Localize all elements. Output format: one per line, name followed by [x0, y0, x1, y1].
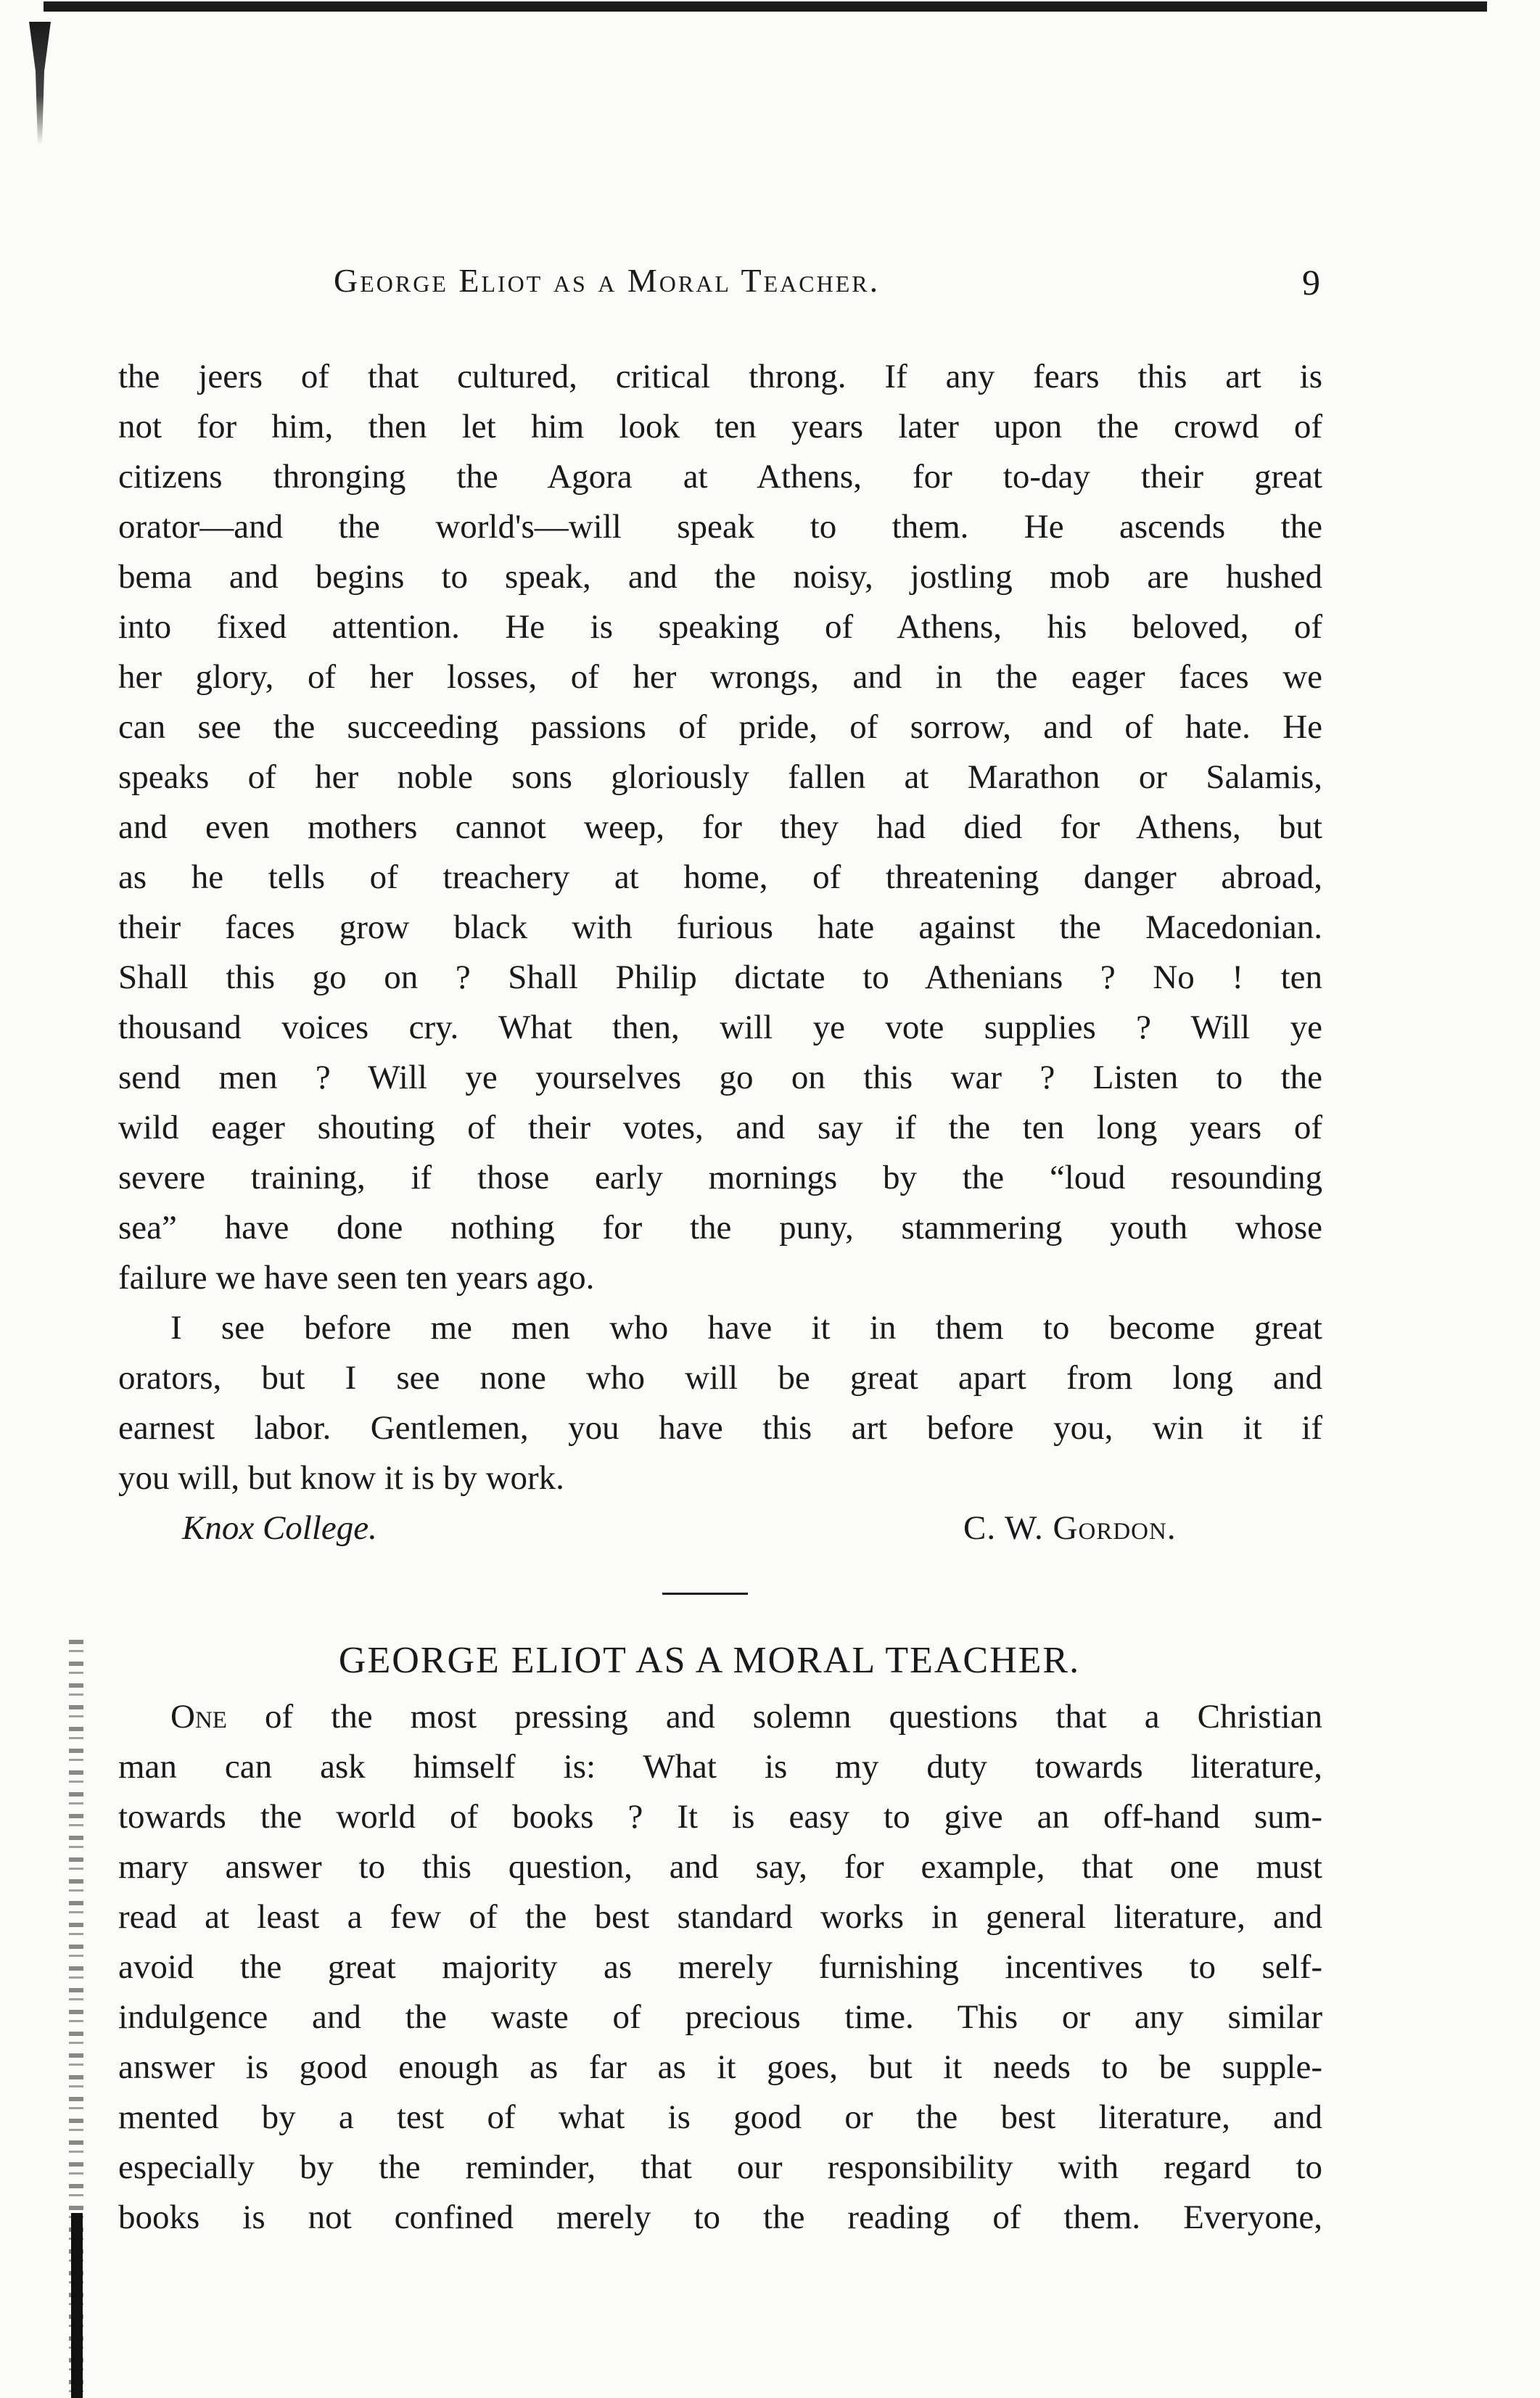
- text-line: Shall this go on ? Shall Philip dictate to Athenians ? No ! ten: [118, 958, 1322, 996]
- opening-word: One: [170, 1698, 227, 1736]
- text-line: failure we have seen ten years ago.: [118, 1259, 595, 1297]
- text-line: answer is good enough as far as it goes, but it needs to be supple-: [118, 2048, 1322, 2086]
- text-line: citizens thronging the Agora at Athens, for to-day their great: [118, 458, 1322, 496]
- text-block: [118, 352, 1322, 2243]
- text-line: into fixed attention. He is speaking of Athens, his beloved, of: [118, 608, 1322, 646]
- text-line: indulgence and the waste of precious time. This or any similar: [118, 1998, 1322, 2036]
- text-line: man can ask himself is: What is my duty towards literature,: [118, 1748, 1322, 1786]
- article-title: GEORGE ELIOT AS A MORAL TEACHER.: [338, 1640, 1081, 1681]
- page-number: 9: [1302, 262, 1320, 303]
- text-line: speaks of her noble sons gloriously fallen at Marathon or Salamis,: [118, 758, 1322, 796]
- running-head: [116, 261, 1320, 312]
- opening-line-text: of the most pressing and solemn questions that a Christian: [226, 1698, 1322, 1736]
- text-line: thousand voices cry. What then, will ye vote supplies ? Will ye: [118, 1009, 1322, 1046]
- text-line: sea” have done nothing for the puny, stammering youth whose: [118, 1209, 1322, 1247]
- text-line: send men ? Will ye yourselves go on this war ? Listen to the: [118, 1059, 1322, 1096]
- text-line: towards the world of books ? It is easy to give an off-hand sum-: [118, 1798, 1322, 1836]
- text-line: orators, but I see none who will be great apart from long and: [118, 1359, 1322, 1397]
- signature-author: C. W. Gordon.: [963, 1509, 1177, 1547]
- text-line: bema and begins to speak, and the noisy, jostling mob are hushed: [118, 558, 1322, 596]
- text-line: not for him, then let him look ten years later upon the crowd of: [118, 408, 1322, 445]
- signature-place: Knox College.: [182, 1509, 377, 1547]
- text-line: their faces grow black with furious hate against the Macedonian.: [118, 908, 1322, 946]
- text-line: avoid the great majority as merely furnishing incentives to self-: [118, 1948, 1322, 1986]
- text-line: her glory, of her losses, of her wrongs, and in the eager faces we: [118, 658, 1322, 696]
- closing-paragraph: [118, 1303, 1322, 1503]
- text-line: books is not confined merely to the reading of them. Everyone,: [118, 2198, 1322, 2236]
- text-line: I see before me men who have it in them to become great: [170, 1309, 1322, 1347]
- top-edge-rule: [44, 1, 1487, 12]
- text-line: you will, but know it is by work.: [118, 1459, 564, 1497]
- text-line: severe training, if those early mornings by the “loud resounding: [118, 1159, 1322, 1196]
- text-line: mary answer to this question, and say, for example, that one must: [118, 1848, 1322, 1886]
- text-line: and even mothers cannot weep, for they had died for Athens, but: [118, 808, 1322, 846]
- text-line: [118, 1692, 1322, 1742]
- text-line: earnest labor. Gentlemen, you have this art before you, win it if: [118, 1409, 1322, 1447]
- text-line: orator—and the world's—will speak to them. He ascends the: [118, 508, 1322, 546]
- text-line: especially by the reminder, that our responsibility with regard to: [118, 2148, 1322, 2186]
- running-title: George Eliot as a Moral Teacher.: [334, 262, 881, 299]
- text-line: wild eager shouting of their votes, and say if the ten long years of: [118, 1109, 1322, 1146]
- text-line: read at least a few of the best standard works in general literature, and: [118, 1898, 1322, 1936]
- signature: [118, 1503, 1322, 1553]
- binding-edge: [71, 2213, 83, 2398]
- section-divider: [662, 1593, 748, 1595]
- text-line: as he tells of treachery at home, of threatening danger abroad,: [118, 858, 1322, 896]
- text-line: mented by a test of what is good or the best literature, and: [118, 2098, 1322, 2136]
- text-line: the jeers of that cultured, critical throng. If any fears this art is: [118, 358, 1322, 395]
- continued-paragraph: [118, 352, 1322, 1303]
- page-edge-mark: [29, 22, 51, 145]
- text-line: can see the succeeding passions of pride, of sorrow, and of hate. He: [118, 708, 1322, 746]
- article-opening-paragraph: [118, 1692, 1322, 2243]
